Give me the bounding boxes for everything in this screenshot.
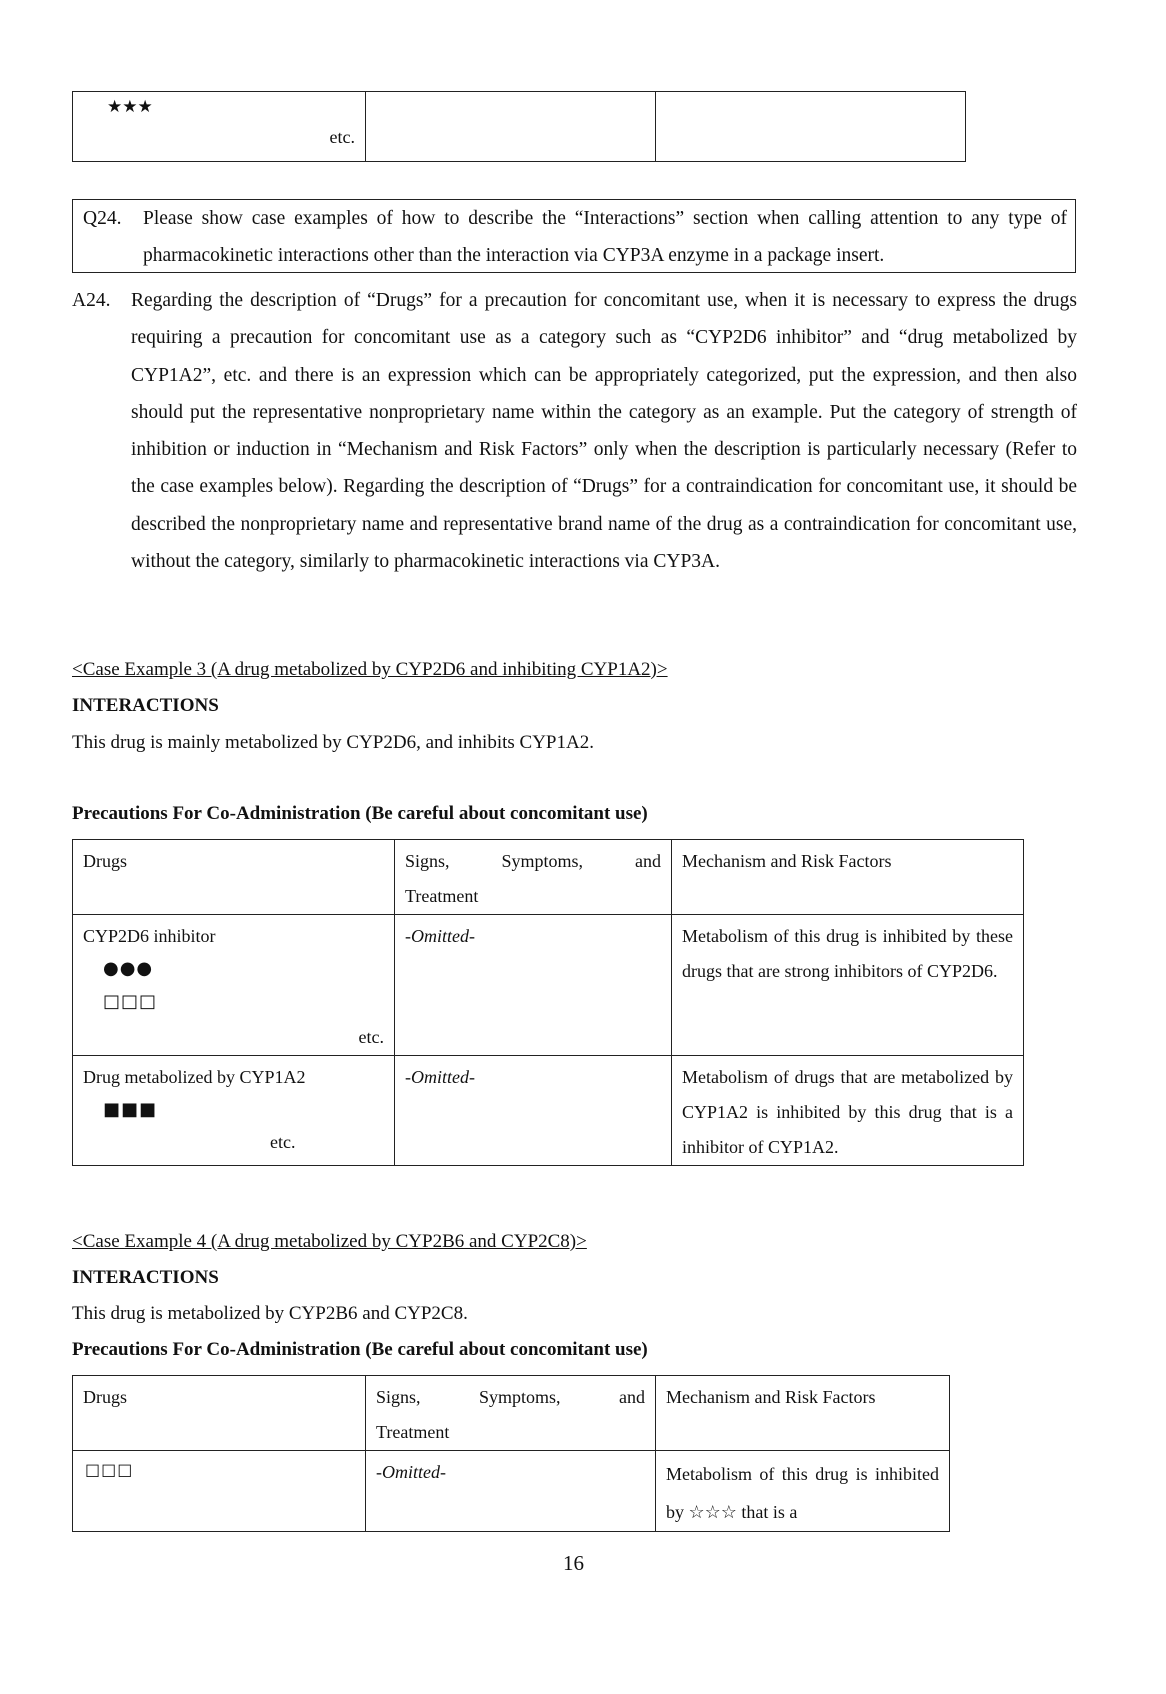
page-number: 16	[563, 1551, 584, 1575]
question-text: Please show case examples of how to describe the “Interactions” section when calling attention to any type of pharmacokinetic interactions other than the interaction via CYP3A enzyme in a package insert.	[143, 208, 1067, 267]
case4-row1-drugs	[73, 1451, 366, 1532]
top-table-signs-cell	[366, 92, 656, 162]
case4-heading: INTERACTIONS	[72, 1267, 219, 1288]
case3-heading: INTERACTIONS	[72, 695, 219, 716]
question-box	[72, 199, 1076, 273]
case4-header-signs: Signs, Symptoms, and Treatment	[366, 1376, 656, 1451]
case3-header-signs: Signs, Symptoms, and Treatment	[395, 840, 672, 915]
case3-row1-item2: □□□	[103, 991, 158, 1012]
answer-text: Regarding the description of “Drugs” for a precaution for concomitant use, when it is necessary to express the drugs requiring a precaution for concomitant use as a category such as “CYP2D6 inhibitor” and “drug metabolized by CYP1A2”, etc. and there is an expression which can be appropriately categorized, put the expression, and then also should put the representative nonproprietary name within the category as an example. Put the category of strength of inhibition or induction in “Mechanism and Risk Factors” only when the description is particularly necessary (Refer to the case examples below). Regarding the description of “Drugs” for a contraindication for concomitant use, it should be described the nonproprietary name and representative brand name of the drug as a contraindication for concomitant use, without the category, similarly to pharmacokinetic interactions via CYP3A.	[131, 290, 1077, 573]
case3-row1-signs: -Omitted-	[395, 915, 672, 1056]
case3-row2-signs: -Omitted-	[395, 1056, 672, 1166]
case3-row1-mechanism: Metabolism of this drug is inhibited by these drugs that are strong inhibitors of CYP2D6.	[672, 915, 1024, 1056]
case3-row1-etc: etc.	[358, 1027, 384, 1047]
case3-row1-drugs: CYP2D6 inhibitor ●●● □□□ etc.	[73, 915, 395, 1056]
case4-header-drugs: Drugs	[73, 1376, 366, 1451]
case3-row2-item1: ■■■	[103, 1099, 158, 1120]
case4-row1-drug: □□□	[85, 1460, 134, 1479]
case3-title: <Case Example 3 (A drug metabolized by CYP2D6 and inhibiting CYP1A2)>	[72, 659, 668, 680]
question-number: Q24.	[83, 208, 122, 229]
case3-table	[72, 839, 1024, 1166]
case4-row1-mechanism: Metabolism of this drug is inhibited by ☆☆☆ that is a	[656, 1451, 950, 1532]
top-continuation-table	[72, 91, 966, 162]
case3-row2-drugs: Drug metabolized by CYP1A2 ■■■ etc.	[73, 1056, 395, 1166]
case4-precautions-title: Precautions For Co-Administration (Be careful about concomitant use)	[72, 1339, 648, 1360]
case3-body: This drug is mainly metabolized by CYP2D6, and inhibits CYP1A2.	[72, 732, 594, 753]
case3-row2-mechanism: Metabolism of drugs that are metabolized by CYP1A2 is inhibited by this drug that is a inhibitor of CYP1A2.	[672, 1056, 1024, 1166]
case3-header-mechanism: Mechanism and Risk Factors	[672, 840, 1024, 915]
case4-header-mechanism: Mechanism and Risk Factors	[656, 1376, 950, 1451]
case4-body: This drug is metabolized by CYP2B6 and CYP2C8.	[72, 1303, 468, 1324]
case4-table	[72, 1375, 950, 1532]
top-table-drugs-cell	[73, 92, 366, 162]
case3-precautions-title: Precautions For Co-Administration (Be careful about concomitant use)	[72, 803, 648, 824]
case4-title: <Case Example 4 (A drug metabolized by CYP2B6 and CYP2C8)>	[72, 1231, 587, 1252]
case3-row2-etc: etc.	[270, 1132, 296, 1152]
answer-number: A24.	[72, 290, 111, 311]
case3-row1-item1: ●●●	[103, 958, 154, 979]
case4-row1-signs: -Omitted-	[366, 1451, 656, 1532]
case3-header-drugs: Drugs	[73, 840, 395, 915]
top-table-etc: etc.	[329, 127, 355, 147]
top-table-mechanism-cell	[656, 92, 966, 162]
top-table-stars: ★★★	[107, 97, 153, 117]
